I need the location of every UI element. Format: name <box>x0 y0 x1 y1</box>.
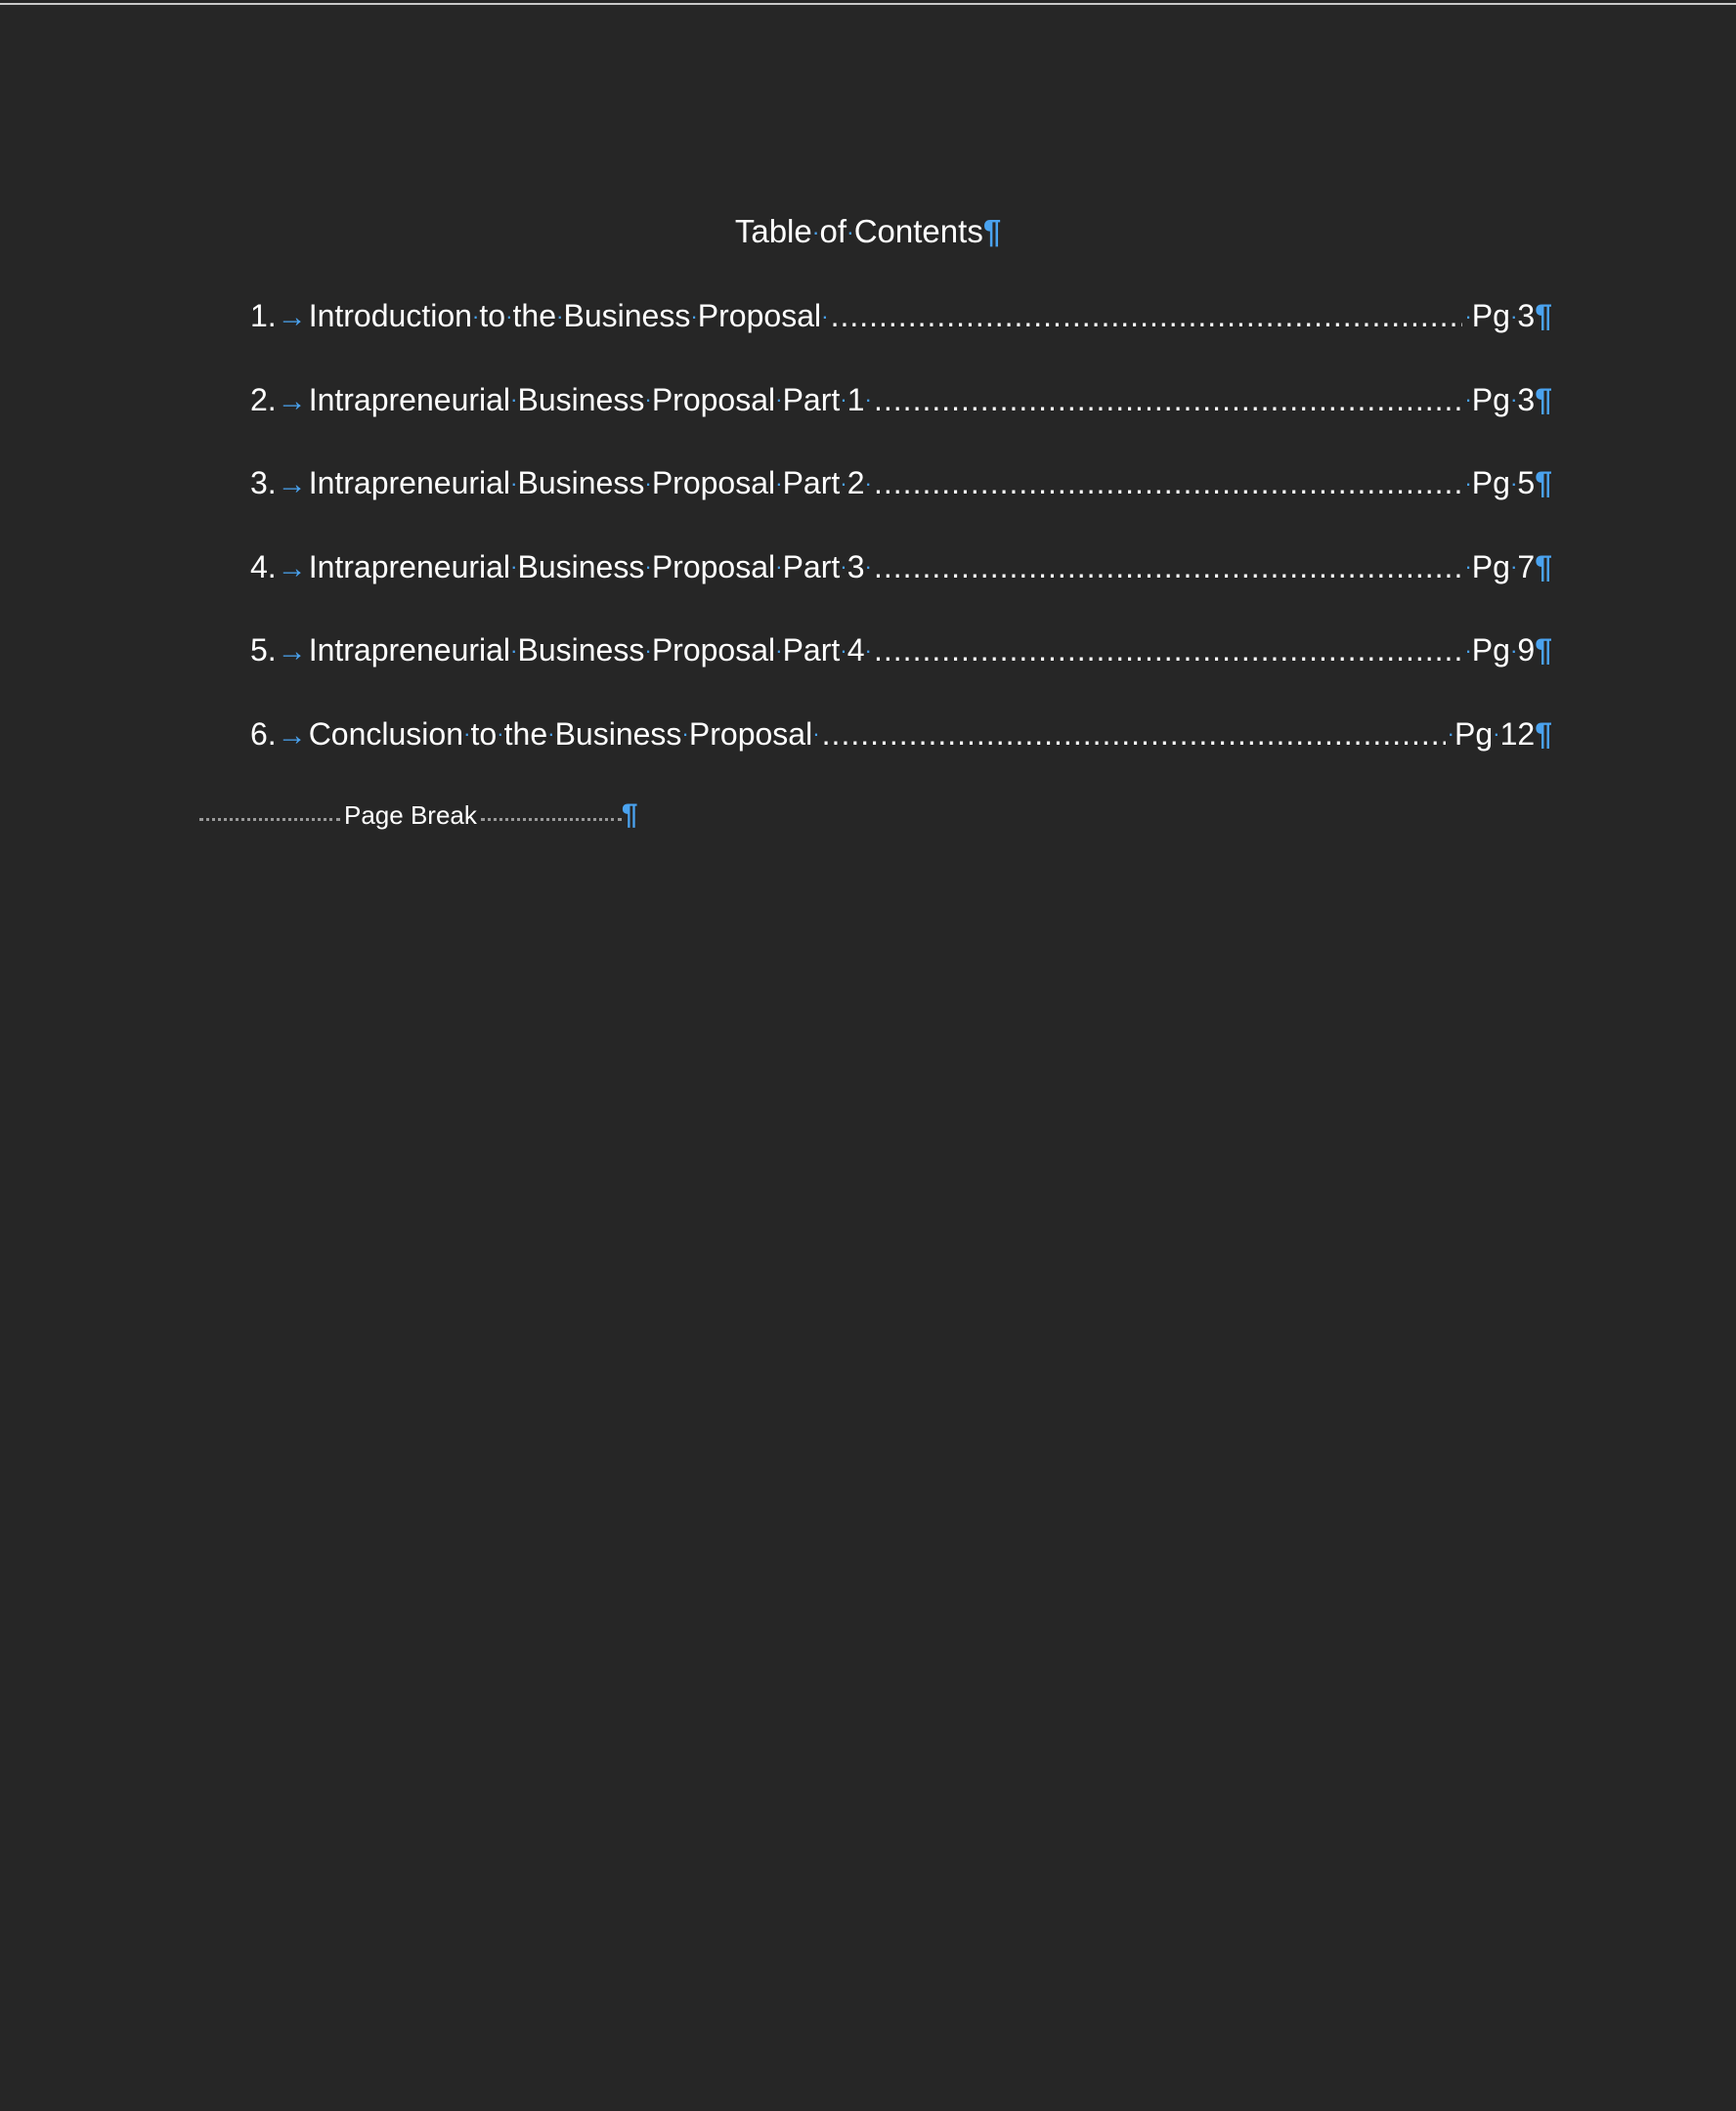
space-mark: · <box>510 554 518 580</box>
dot-leader <box>822 710 1446 758</box>
space-mark: · <box>1464 554 1472 580</box>
space-mark: · <box>812 721 820 747</box>
page-break-line-right <box>481 818 622 821</box>
page-break-marker[interactable] <box>199 794 638 837</box>
toc-entry-page: ·Pg·7 <box>1464 548 1536 584</box>
space-mark: · <box>821 303 829 328</box>
space-mark: · <box>775 637 783 663</box>
space-mark: · <box>840 387 847 412</box>
space-mark: · <box>547 721 555 747</box>
space-mark: · <box>510 637 518 663</box>
toc-entry-page: ·Pg·3 <box>1464 381 1536 417</box>
toc-entry-number: 3. <box>250 465 277 500</box>
space-mark: · <box>864 387 872 412</box>
page-break-label: Page Break <box>344 799 477 830</box>
dot-leader <box>874 375 1462 424</box>
space-mark: · <box>775 470 783 495</box>
space-mark: · <box>840 637 847 663</box>
space-mark: · <box>690 303 698 328</box>
space-mark: · <box>864 554 872 580</box>
toc-entry-text: Intrapreneurial·Business·Proposal·Part·2· <box>308 465 872 500</box>
space-mark: · <box>1509 303 1518 328</box>
space-mark: · <box>505 303 513 328</box>
toc-entry-page: ·Pg·3 <box>1464 298 1536 333</box>
tab-arrow-icon: → <box>277 551 307 584</box>
toc-entry[interactable] <box>250 375 1552 459</box>
toc-entry-text: Introduction·to·the·Business·Proposal· <box>308 298 829 333</box>
space-mark: · <box>556 303 564 328</box>
pilcrow-mark: ¶ <box>1535 465 1552 500</box>
toc-entry-text: Intrapreneurial·Business·Proposal·Part·4· <box>308 632 872 668</box>
toc-entry-number: 5. <box>250 632 277 668</box>
toc-entry-page: ·Pg·5 <box>1464 465 1536 500</box>
space-mark: · <box>1447 721 1454 747</box>
pilcrow-mark: ¶ <box>1535 298 1552 333</box>
space-mark: · <box>510 387 518 412</box>
tab-arrow-icon: → <box>277 468 307 500</box>
space-mark: · <box>775 554 783 580</box>
space-mark: · <box>840 554 847 580</box>
toc-entry[interactable] <box>250 291 1552 375</box>
pilcrow-mark: ¶ <box>982 213 1002 249</box>
toc-list <box>250 291 1552 793</box>
toc-entry-page: ·Pg·9 <box>1464 632 1536 668</box>
toc-entry-text: Conclusion·to·the·Business·Proposal· <box>308 715 820 752</box>
toc-entry-number: 4. <box>250 548 277 584</box>
space-mark: · <box>1509 637 1518 663</box>
space-mark: · <box>644 387 652 412</box>
pilcrow-mark: ¶ <box>1535 632 1552 668</box>
toc-entry[interactable] <box>250 710 1552 794</box>
page-break-line-left <box>199 818 340 821</box>
dot-leader <box>831 291 1463 340</box>
space-mark: · <box>811 218 820 244</box>
space-mark: · <box>510 470 518 495</box>
toc-entry-page: ·Pg·12 <box>1447 715 1536 752</box>
tab-arrow-icon: → <box>277 718 307 752</box>
space-mark: · <box>644 637 652 663</box>
space-mark: · <box>644 470 652 495</box>
space-mark: · <box>1464 387 1472 412</box>
space-mark: · <box>681 721 689 747</box>
toc-heading-text: Table·of·Contents <box>734 213 983 249</box>
toc-heading[interactable] <box>0 207 1736 259</box>
toc-entry-text: Intrapreneurial·Business·Proposal·Part·1· <box>308 381 872 417</box>
space-mark: · <box>1464 470 1472 495</box>
space-mark: · <box>463 721 471 747</box>
dot-leader <box>874 625 1462 674</box>
pilcrow-mark: ¶ <box>1535 715 1552 752</box>
space-mark: · <box>1509 387 1518 412</box>
space-mark: · <box>1509 554 1518 580</box>
space-mark: · <box>1493 721 1500 747</box>
toc-entry[interactable] <box>250 625 1552 710</box>
tab-arrow-icon: → <box>277 384 307 417</box>
space-mark: · <box>471 303 480 328</box>
toc-entry-number: 6. <box>250 715 277 752</box>
space-mark: · <box>497 721 504 747</box>
space-mark: · <box>864 470 872 495</box>
pilcrow-mark: ¶ <box>1535 381 1552 417</box>
space-mark: · <box>864 637 872 663</box>
dot-leader <box>874 458 1462 507</box>
space-mark: · <box>1509 470 1518 495</box>
toc-entry-number: 2. <box>250 381 277 417</box>
space-mark: · <box>775 387 783 412</box>
toc-entry-number: 1. <box>250 298 277 333</box>
space-mark: · <box>644 554 652 580</box>
space-mark: · <box>1464 303 1472 328</box>
pilcrow-mark: ¶ <box>621 798 638 831</box>
space-mark: · <box>840 470 847 495</box>
dot-leader <box>874 542 1462 591</box>
toc-entry[interactable] <box>250 542 1552 626</box>
space-mark: · <box>846 218 854 244</box>
toc-entry-text: Intrapreneurial·Business·Proposal·Part·3· <box>308 548 872 584</box>
pilcrow-mark: ¶ <box>1535 548 1552 584</box>
tab-arrow-icon: → <box>277 301 307 333</box>
toc-entry[interactable] <box>250 458 1552 542</box>
space-mark: · <box>1464 637 1472 663</box>
tab-arrow-icon: → <box>277 635 307 668</box>
